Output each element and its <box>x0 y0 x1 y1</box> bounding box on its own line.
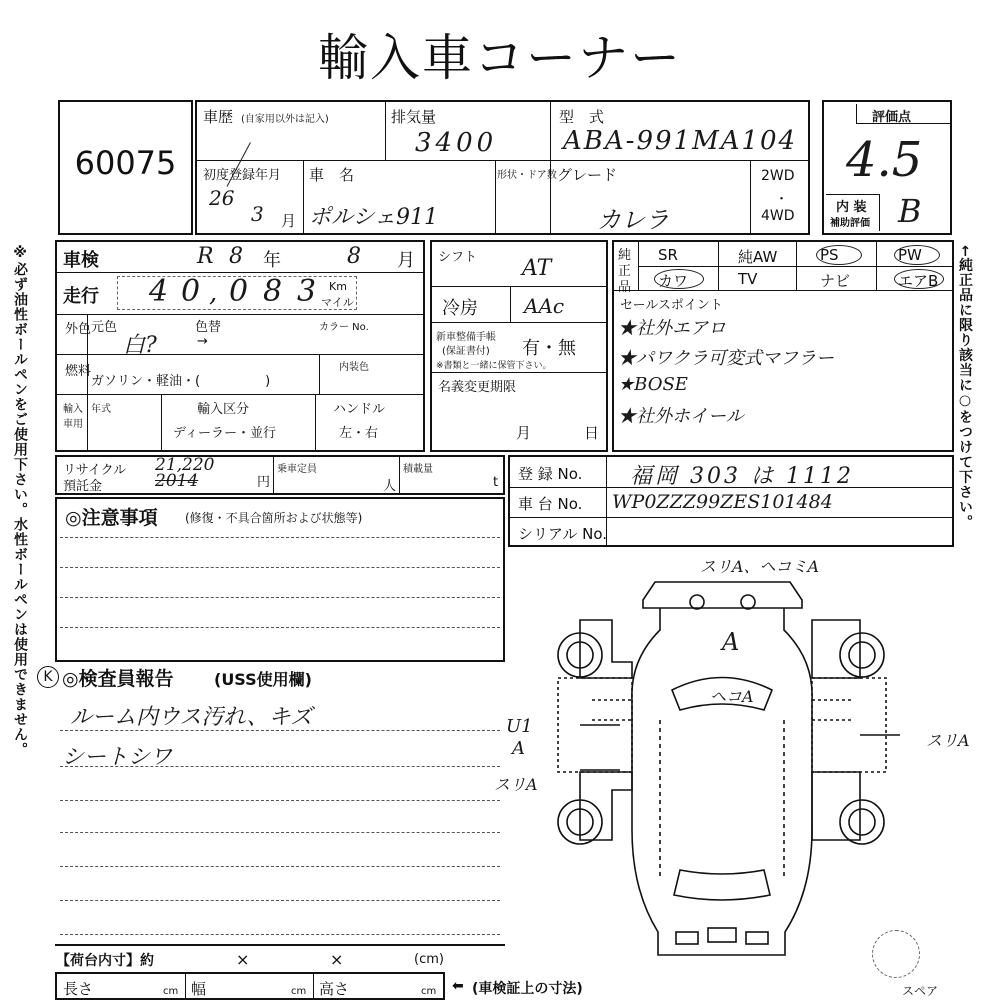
hood-note: A <box>722 628 740 656</box>
mileage-label: 走行 <box>63 286 99 307</box>
pw-circle <box>894 245 940 265</box>
notes-line <box>60 627 500 628</box>
grade-label: グレード <box>557 166 618 184</box>
load-label: 積載量 <box>403 464 433 475</box>
inspection-year-suffix: 年 <box>263 250 281 271</box>
manual-option[interactable]: 有・無 <box>522 338 576 359</box>
interior-value: B <box>898 192 922 230</box>
cargo-width-unit: cm <box>291 986 307 997</box>
mileage-digit-4: 8 <box>263 274 283 309</box>
inspector-mark: K <box>37 666 59 688</box>
serial-label: シリアル No. <box>518 525 608 543</box>
right-note: スリA <box>926 731 970 750</box>
equip-pw[interactable]: PW <box>898 246 922 264</box>
car-name-label: 車 名 <box>309 166 355 184</box>
front-note: スリA、ヘコミA <box>700 557 820 576</box>
displacement-value: 3400 <box>415 128 498 158</box>
manual-sub: (保証書付) <box>442 346 490 357</box>
first-reg-month: 3 <box>251 202 264 226</box>
chassis-value: WP0ZZZ99ZES101484 <box>612 491 833 513</box>
inspection-month-suffix: 月 <box>397 250 415 271</box>
load-unit: t <box>493 475 499 490</box>
inspection-era: R <box>197 244 214 269</box>
interior-label: 内 装 <box>836 200 867 215</box>
history-label: 車歴 <box>203 108 234 126</box>
sales-point-4: ★社外ホイール <box>618 406 744 427</box>
car-diagram <box>540 560 900 980</box>
notes-line <box>60 567 500 568</box>
rating-box <box>822 100 952 235</box>
shift-value: AT <box>522 256 552 281</box>
cargo-height-unit: cm <box>421 986 437 997</box>
ac-value: AAc <box>524 294 565 318</box>
shift-label: シフト <box>438 250 478 265</box>
inspector-sub: (USS使用欄) <box>214 670 312 689</box>
handle-value[interactable]: 左・右 <box>339 426 379 441</box>
report-line <box>60 934 500 935</box>
recycle-yen: 円 <box>257 475 271 490</box>
first-reg-label: 初度登録年月 <box>203 168 282 183</box>
shift-grid <box>430 240 608 452</box>
ps-circle <box>816 245 862 265</box>
changed-color-arrow: → <box>197 334 208 349</box>
recycle-sub: 預託金 <box>63 479 103 494</box>
shape-doors-label: 形状・ドア数 <box>497 170 557 181</box>
interior-color-label: 内装色 <box>339 362 369 373</box>
notes-title: ◎注意事項 <box>65 507 158 529</box>
history-note: (自家用以外は記入) <box>241 114 329 125</box>
name-change-label: 名義変更期限 <box>438 380 517 395</box>
interior-sub: 補助評価 <box>830 218 870 229</box>
report-line <box>60 832 500 833</box>
grade-value: カレラ <box>597 206 669 234</box>
equipment-grid <box>612 240 954 452</box>
cargo-grid <box>55 972 445 1000</box>
header-grid <box>195 100 810 235</box>
cargo-height-label: 高さ <box>319 980 350 998</box>
windshield-note: ヘコA <box>710 687 754 706</box>
model-label: 型 式 <box>559 108 605 126</box>
cargo-title: 【荷台内寸】約 <box>56 953 154 969</box>
report-line <box>60 766 500 767</box>
ac-label: 冷房 <box>442 298 478 319</box>
equip-navi[interactable]: ナビ <box>820 272 851 290</box>
reg-value: 福岡 303 は 1112 <box>630 464 854 489</box>
rating-value: 4.5 <box>846 132 923 188</box>
sales-point-1: ★社外エアロ <box>618 318 726 339</box>
report-line <box>60 900 500 901</box>
inspector-line-1: ルーム内ウス汚れ、キズ <box>70 705 313 730</box>
manual-note: ※書類と一緒に保管下さい。 <box>436 361 552 371</box>
unit-km: Km <box>329 280 347 293</box>
left-note-3: スリA <box>494 775 538 794</box>
recycle-value-bottom: 2014 <box>155 471 199 491</box>
capacity-unit: 人 <box>383 479 397 494</box>
cargo-x2: × <box>330 950 344 969</box>
manual-label: 新車整備手帳 <box>436 332 496 343</box>
equipment-label: 純正品 <box>618 248 632 295</box>
reg-label: 登 録 No. <box>518 465 583 483</box>
cargo-length-unit: cm <box>163 986 179 997</box>
inspection-month: 8 <box>347 244 361 269</box>
inspection-label: 車検 <box>63 250 99 271</box>
name-change-day: 日 <box>584 424 600 442</box>
notes-line <box>60 537 500 538</box>
recycle-row <box>55 455 505 495</box>
left-note-2: A <box>512 738 525 759</box>
cargo-cert-note: (車検証上の寸法) <box>472 981 583 997</box>
inspector-line-2: シートシワ <box>62 745 173 770</box>
spare-label: スペア <box>902 984 939 998</box>
side-note-right: ←純正品に限り該当に○をつけて下さい。 <box>957 245 973 530</box>
recycle-label: リサイクル <box>63 463 127 478</box>
mileage-digit-1: 4 <box>149 274 169 309</box>
cargo-width-label: 幅 <box>191 980 207 998</box>
changed-color-label: 色替 <box>195 320 222 335</box>
import-label: 輸入車用 <box>63 404 83 430</box>
unit-mile: マイル <box>321 296 354 309</box>
equip-ps[interactable]: PS <box>820 246 839 264</box>
notes-section <box>55 497 505 662</box>
mileage-sep: , <box>209 278 218 308</box>
model-value: ABA-991MA104 <box>563 126 798 156</box>
lot-number: 60075 <box>74 144 177 182</box>
model-year-label: 年式 <box>91 404 111 415</box>
report-line <box>60 866 500 867</box>
original-color-label: 元色 <box>91 320 118 335</box>
lot-number-box <box>58 100 193 235</box>
equip-aw[interactable]: 純AW <box>738 248 778 266</box>
airbag-circle <box>894 269 944 289</box>
page-title: 輸入車コーナー <box>318 29 682 87</box>
drive-2wd[interactable]: 2WD <box>761 168 795 184</box>
side-note-left: ※必ず油性ボールペンをご使用下さい。水性ボールペンは使用できません。 <box>12 245 28 757</box>
mileage-digit-3: 0 <box>229 274 249 309</box>
first-reg-year: 26 <box>209 186 235 210</box>
equip-airbag[interactable]: エアB <box>898 272 939 290</box>
vehicle-info-grid <box>55 240 425 452</box>
original-color-value: 白? <box>123 333 157 358</box>
drive-dot: ・ <box>775 192 789 207</box>
mileage-digit-2: 0 <box>181 274 201 309</box>
sales-points-label: セールスポイント <box>620 298 723 313</box>
notes-line <box>60 597 500 598</box>
cargo-unit: (cm) <box>414 952 444 967</box>
sales-point-3: ★BOSE <box>618 374 688 395</box>
displacement-label: 排気量 <box>391 108 437 126</box>
import-class-value[interactable]: ディーラー・並行 <box>173 426 276 441</box>
report-line <box>60 730 500 731</box>
spare-tire-circle <box>872 930 920 978</box>
inspection-year: 8 <box>229 244 243 269</box>
month-suffix: 月 <box>281 212 297 230</box>
import-class-label: 輸入区分 <box>197 402 250 417</box>
color-no-label: カラー No. <box>319 322 369 333</box>
sales-point-2: ★パワクラ可変式マフラー <box>618 348 834 369</box>
left-note-1: U1 <box>506 716 533 737</box>
leather-circle <box>654 269 704 289</box>
car-name-value: ポルシェ911 <box>309 205 439 230</box>
chassis-label: 車 台 No. <box>518 495 583 513</box>
inspector-title: ◎検査員報告 <box>62 668 174 690</box>
handle-label: ハンドル <box>333 402 386 417</box>
equip-leather[interactable]: カワ <box>658 272 689 290</box>
cargo-x1: × <box>236 950 250 969</box>
name-change-month: 月 <box>516 424 532 442</box>
recycle-value-top: 21,220 <box>155 455 215 475</box>
drive-4wd[interactable]: 4WD <box>761 208 795 224</box>
fuel-label: 燃料 <box>65 364 92 379</box>
capacity-label: 乗車定員 <box>277 464 317 475</box>
mileage-digit-5: 3 <box>297 274 317 309</box>
notes-sub: (修復・不具合箇所および状態等) <box>185 511 363 525</box>
equip-sr[interactable]: SR <box>658 246 678 264</box>
registration-grid <box>508 455 954 547</box>
fuel-value: ガソリン・軽油・( ) <box>91 374 271 389</box>
report-line <box>60 800 500 801</box>
rating-label: 評価点 <box>872 110 912 125</box>
equip-tv[interactable]: TV <box>738 270 758 288</box>
cargo-top-line <box>55 944 505 946</box>
outer-color-label: 外色 <box>65 322 92 337</box>
cargo-length-label: 長さ <box>63 980 94 998</box>
cargo-arrow: ⬅ <box>452 978 464 994</box>
